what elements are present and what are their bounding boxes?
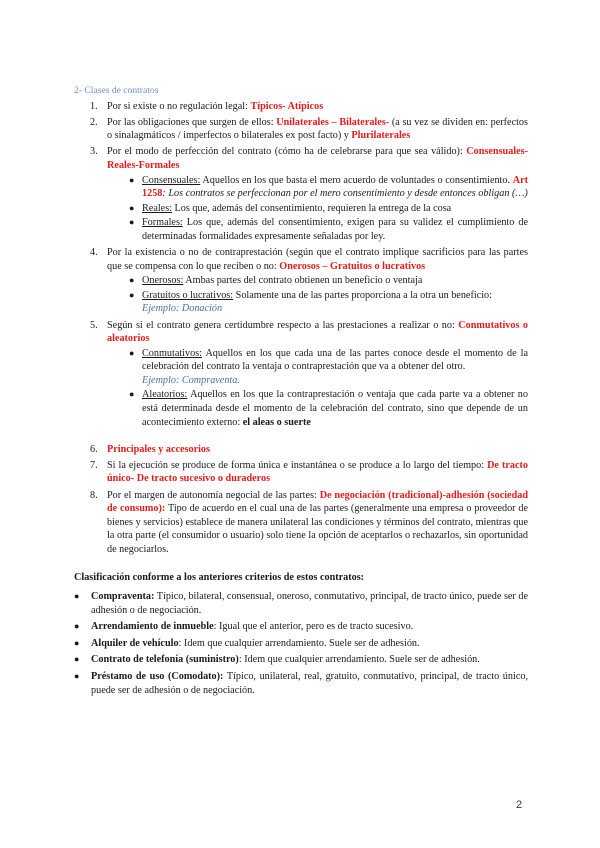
list-number: 5.	[90, 319, 98, 331]
sub-list-item: ● Aleatorios: Aquellos en los que la contraprestación o ventaja que cada parte va a obtener no está determinada desde el momento de la celebración del contrato, sino que depende de un acontecimiento externo: el aleas o suerte	[129, 389, 528, 428]
highlight-term: Unilaterales – Bilaterales-	[276, 116, 390, 128]
bullet-icon: ●	[129, 202, 135, 213]
section-title: 2- Clases de contratos	[74, 85, 159, 96]
bullet-icon: ●	[129, 174, 135, 185]
classification-item: ● Contrato de telefonía (suministro): Idem que cualquier arrendamiento. Suele ser de adhesión.	[74, 654, 480, 666]
page-content	[74, 84, 528, 700]
highlight-term: Conmutativos o aleatorios	[107, 319, 528, 345]
bullet-icon: ●	[129, 289, 135, 300]
sub-list-item: ● Consensuales: Aquellos en los que basta el mero acuerdo de voluntades o consentimiento. Art 1258: Los contratos se perfeccionan por el mero consentimiento y desde entonces obligan (…)	[129, 174, 528, 200]
example-text: Ejemplo: Donación	[142, 303, 223, 315]
sub-list-item: ● Conmutativos: Aquellos en los que cada una de las partes conoce desde el momento de la celebración del contrato la ventaja o contraprestación que va a obtener del otro. Ejemplo: Compraventa.	[129, 347, 528, 386]
classification-title: Clasificación conforme a los anteriores criterios de estos contratos:	[74, 571, 365, 583]
highlight-term: Típicos- Atípicos	[250, 100, 324, 112]
classification-item: ● Alquiler de vehículo: Idem que cualquier arrendamiento. Suele ser de adhesión.	[74, 637, 420, 649]
article-reference: Art 1258	[142, 174, 528, 200]
sub-list-item: ● Gratuitos o lucrativos: Solamente una de las partes proporciona a la otra un beneficio: Ejemplo: Donación	[129, 289, 492, 315]
list-number: 3.	[90, 146, 98, 158]
bullet-icon: ●	[129, 389, 135, 400]
bullet-icon: ●	[129, 347, 135, 358]
sub-list-item: ● Reales: Los que, además del consentimiento, requieren la entrega de la cosa	[129, 202, 452, 214]
sub-list-item: ● Formales: Los que, además del consentimiento, exigen para su validez el cumplimiento de determinadas formalidades expresamente señaladas por ley.	[129, 217, 528, 242]
highlight-term: Onerosos – Gratuitos o lucrativos	[279, 260, 426, 272]
list-number: 2.	[90, 116, 98, 128]
list-number: 7.	[90, 459, 98, 471]
list-item: 1. Por si existe o no regulación legal: Típicos- Atípicos	[90, 100, 324, 112]
highlight-term: Consensuales-Reales-Formales	[107, 146, 528, 171]
bullet-icon: ●	[74, 591, 80, 602]
highlight-term: Principales y accesorios	[107, 443, 210, 455]
highlight-term: De tracto único- De tracto sucesivo o duraderos	[107, 459, 528, 485]
sub-list	[107, 274, 528, 316]
bullet-icon: ●	[129, 275, 135, 286]
list-item	[74, 443, 528, 457]
classification-item: ● Arrendamiento de inmueble: Igual que el anterior, pero es de tracto sucesivo.	[74, 621, 414, 633]
list-number: 1.	[90, 100, 98, 112]
highlight-term: Plurilaterales	[351, 130, 411, 142]
list-item: 2. Por las obligaciones que surgen de ellos: Unilaterales – Bilaterales- (a su vez se dividen en: perfectos o sinalagmáticos / imperfectos o bilaterales ex post facto) y Plurilaterales	[90, 116, 528, 142]
sub-list-item: ● Onerosos: Ambas partes del contrato obtienen un beneficio o ventaja	[129, 275, 423, 287]
bullet-icon: ●	[74, 671, 80, 682]
sub-list	[107, 347, 528, 430]
list-number: 6.	[90, 443, 98, 455]
list-number: 4.	[90, 247, 98, 259]
list-item: 8. Por el margen de autonomía negocial de las partes: De negociación (tradicional)-adhesión (sociedad de consumo): Tipo de acuerdo en el cual una de las partes (generalmente una empresa o proveedor de bienes y servicios) establece de manera unilateral las condiciones y términos del contrato, mientras que la otra parte (el consumidor o usuario) solo tiene la opción de aceptarlos o rechazarlos, sin oportunidad de negociarlos.	[90, 489, 529, 555]
list-item: 7. Si la ejecución se produce de forma única e instantánea o se produce a lo largo del tiempo: De tracto único- De tracto sucesivo o duraderos	[90, 459, 528, 485]
bullet-icon: ●	[129, 217, 135, 228]
bullet-icon: ●	[74, 637, 80, 648]
page-number: 2	[516, 799, 523, 811]
list-item: 4. Por la existencia o no de contraprestación (según que el contrato implique sacrificios para las partes que se compensa con lo que reciben o no: Onerosos – Gratuitos o lucrativos ● Onerosos: Ambas partes del contrato obtienen un beneficio o ventaja ● Gratuitos o lucrativos: Solamente una de las partes proporciona a la otra un beneficio: Ejemplo: Donación	[90, 247, 528, 315]
classification-item: ● Compraventa: Típico, bilateral, consensual, oneroso, conmutativo, principal, de tracto único, puede ser de adhesión o de negociación.	[74, 591, 528, 616]
classification-list	[74, 590, 528, 697]
list-item: 3. Por el modo de perfección del contrato (cómo ha de celebrarse para que sea válido): Consensuales-Reales-Formales ● Consensuales: Aquellos en los que basta el mero acuerdo de voluntades o consentimiento. Art 1258: Los contratos se perfeccionan por el mero consentimiento y desde entonces obligan (…) ● Reales: Los que, además del consentimiento, requieren la entrega de la cosa ● Formales: Los que, además del consentimiento, exigen para su validez el cumplimiento de determinadas formalidades expresamente señaladas por ley.	[90, 146, 528, 242]
highlight-term: De negociación (tradicional)-adhesión (sociedad de consumo):	[107, 489, 528, 515]
classification-item: ● Préstamo de uso (Comodato): Típico, unilateral, real, gratuito, conmutativo, principal, de tracto único, puede ser de adhesión o de negociación.	[74, 671, 528, 696]
example-text: Ejemplo: Compraventa.	[142, 374, 240, 386]
bullet-icon: ●	[74, 654, 80, 665]
list-number: 8.	[90, 489, 98, 501]
bullet-icon: ●	[74, 621, 80, 632]
contract-types-list	[74, 100, 528, 557]
sub-list	[107, 174, 528, 244]
list-item: 5. Según si el contrato genera certidumbre respecto a las prestaciones a realizar o no: Conmutativos o aleatorios ● Conmutativos: Aquellos en los que cada una de las partes conoce desde el momento de la celebración del contrato la ventaja o contraprestación que va a obtener del otro. Ejemplo: Compraventa. ● Aleatorios: Aquellos en los que la contraprestación o ventaja que cada parte va a obtener no está determinada desde el momento de la celebración del contrato, sino que depende de un acontecimiento externo: el aleas o suerte	[90, 319, 528, 428]
